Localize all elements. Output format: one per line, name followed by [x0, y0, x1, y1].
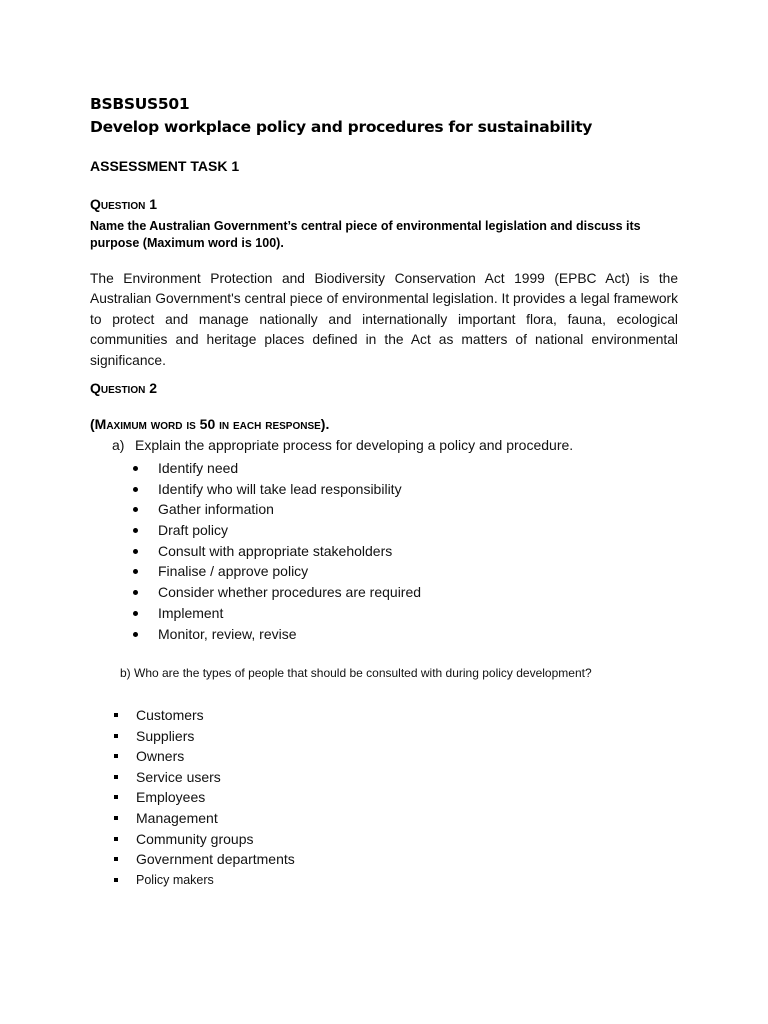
list-item: [128, 499, 421, 520]
unit-title: Develop workplace policy and procedures for sustainability: [90, 118, 593, 136]
list-item: [128, 541, 421, 562]
question-1-heading: Question 1: [90, 196, 158, 212]
max-word-note: (Maximum word is 50 in each response).: [90, 416, 330, 432]
bullet-icon: [133, 611, 138, 616]
list-item: [110, 829, 295, 850]
list-item: [128, 520, 421, 541]
part-a-question: Explain the appropriate process for developing a policy and procedure.: [135, 437, 574, 453]
list-item-text: Suppliers: [136, 727, 195, 744]
square-bullet-icon: [114, 775, 118, 779]
part-a-label: a): [112, 437, 125, 453]
list-item-text: Policy makers: [136, 872, 214, 887]
list-item-text: Identify need: [158, 460, 239, 476]
bullet-icon: [133, 590, 138, 595]
list-item-text: Consult with appropriate stakeholders: [158, 542, 393, 559]
list-item-text: Identify who will take lead responsibility: [158, 480, 402, 497]
list-item: [110, 767, 295, 788]
square-bullet-icon: [114, 857, 118, 861]
square-bullet-icon: [114, 816, 118, 820]
list-item: [128, 479, 421, 500]
list-item: [128, 561, 421, 582]
square-bullet-icon: [114, 878, 118, 882]
list-item-text: Community groups: [136, 830, 254, 847]
bullet-icon: [133, 466, 138, 471]
list-item-text: Implement: [158, 604, 224, 621]
list-item: [110, 705, 295, 726]
bullet-icon: [133, 632, 138, 637]
stakeholder-list: [110, 705, 295, 890]
assessment-task-heading: ASSESSMENT TASK 1: [90, 158, 240, 174]
list-item-text: Management: [136, 809, 218, 826]
bullet-icon: [133, 487, 138, 492]
process-list: [128, 458, 421, 644]
part-b-question: b) Who are the types of people that should be consulted with during policy development?: [120, 666, 592, 680]
list-item-text: Government departments: [136, 851, 295, 868]
bullet-icon: [133, 528, 138, 533]
list-item-text: Monitor, review, revise: [158, 625, 297, 642]
bullet-icon: [133, 569, 138, 574]
question-1-answer: The Environment Protection and Biodiversity Conservation Act 1999 (EPBC Act) is the Australian Government's central piece of environmental legislation. It provides a legal framework to protect and manage nationally and internationally important flora, fauna, ecological communities and heritage places defined in the Act as matters of national environmental significance.: [90, 271, 678, 368]
list-item-text: Employees: [136, 789, 206, 806]
list-item: [128, 624, 421, 645]
list-item-text: Consider whether procedures are required: [158, 584, 422, 601]
list-item: [110, 870, 295, 891]
unit-code: BSBSUS501: [90, 95, 190, 113]
list-item: [110, 787, 295, 808]
square-bullet-icon: [114, 754, 118, 758]
list-item-text: Finalise / approve policy: [158, 563, 309, 580]
square-bullet-icon: [114, 837, 118, 841]
list-item: [110, 726, 295, 747]
list-item: [128, 458, 421, 479]
list-item: [110, 746, 295, 767]
list-item-text: Draft policy: [158, 522, 229, 539]
question-2-heading: Question 2: [90, 380, 158, 396]
list-item: [128, 603, 421, 624]
list-item-text: Service users: [136, 768, 221, 785]
list-item-text: Gather information: [158, 501, 274, 518]
square-bullet-icon: [114, 713, 118, 717]
square-bullet-icon: [114, 734, 118, 738]
list-item: [110, 808, 295, 829]
bullet-icon: [133, 507, 138, 512]
list-item-text: Customers: [136, 707, 204, 723]
list-item: [128, 582, 421, 603]
list-item-text: Owners: [136, 748, 185, 765]
question-1-prompt: Name the Australian Government’s central piece of environmental legislation and discuss its purpose (Maximum word is 100).: [90, 219, 641, 250]
square-bullet-icon: [114, 795, 118, 799]
bullet-icon: [133, 549, 138, 554]
list-item: [110, 849, 295, 870]
